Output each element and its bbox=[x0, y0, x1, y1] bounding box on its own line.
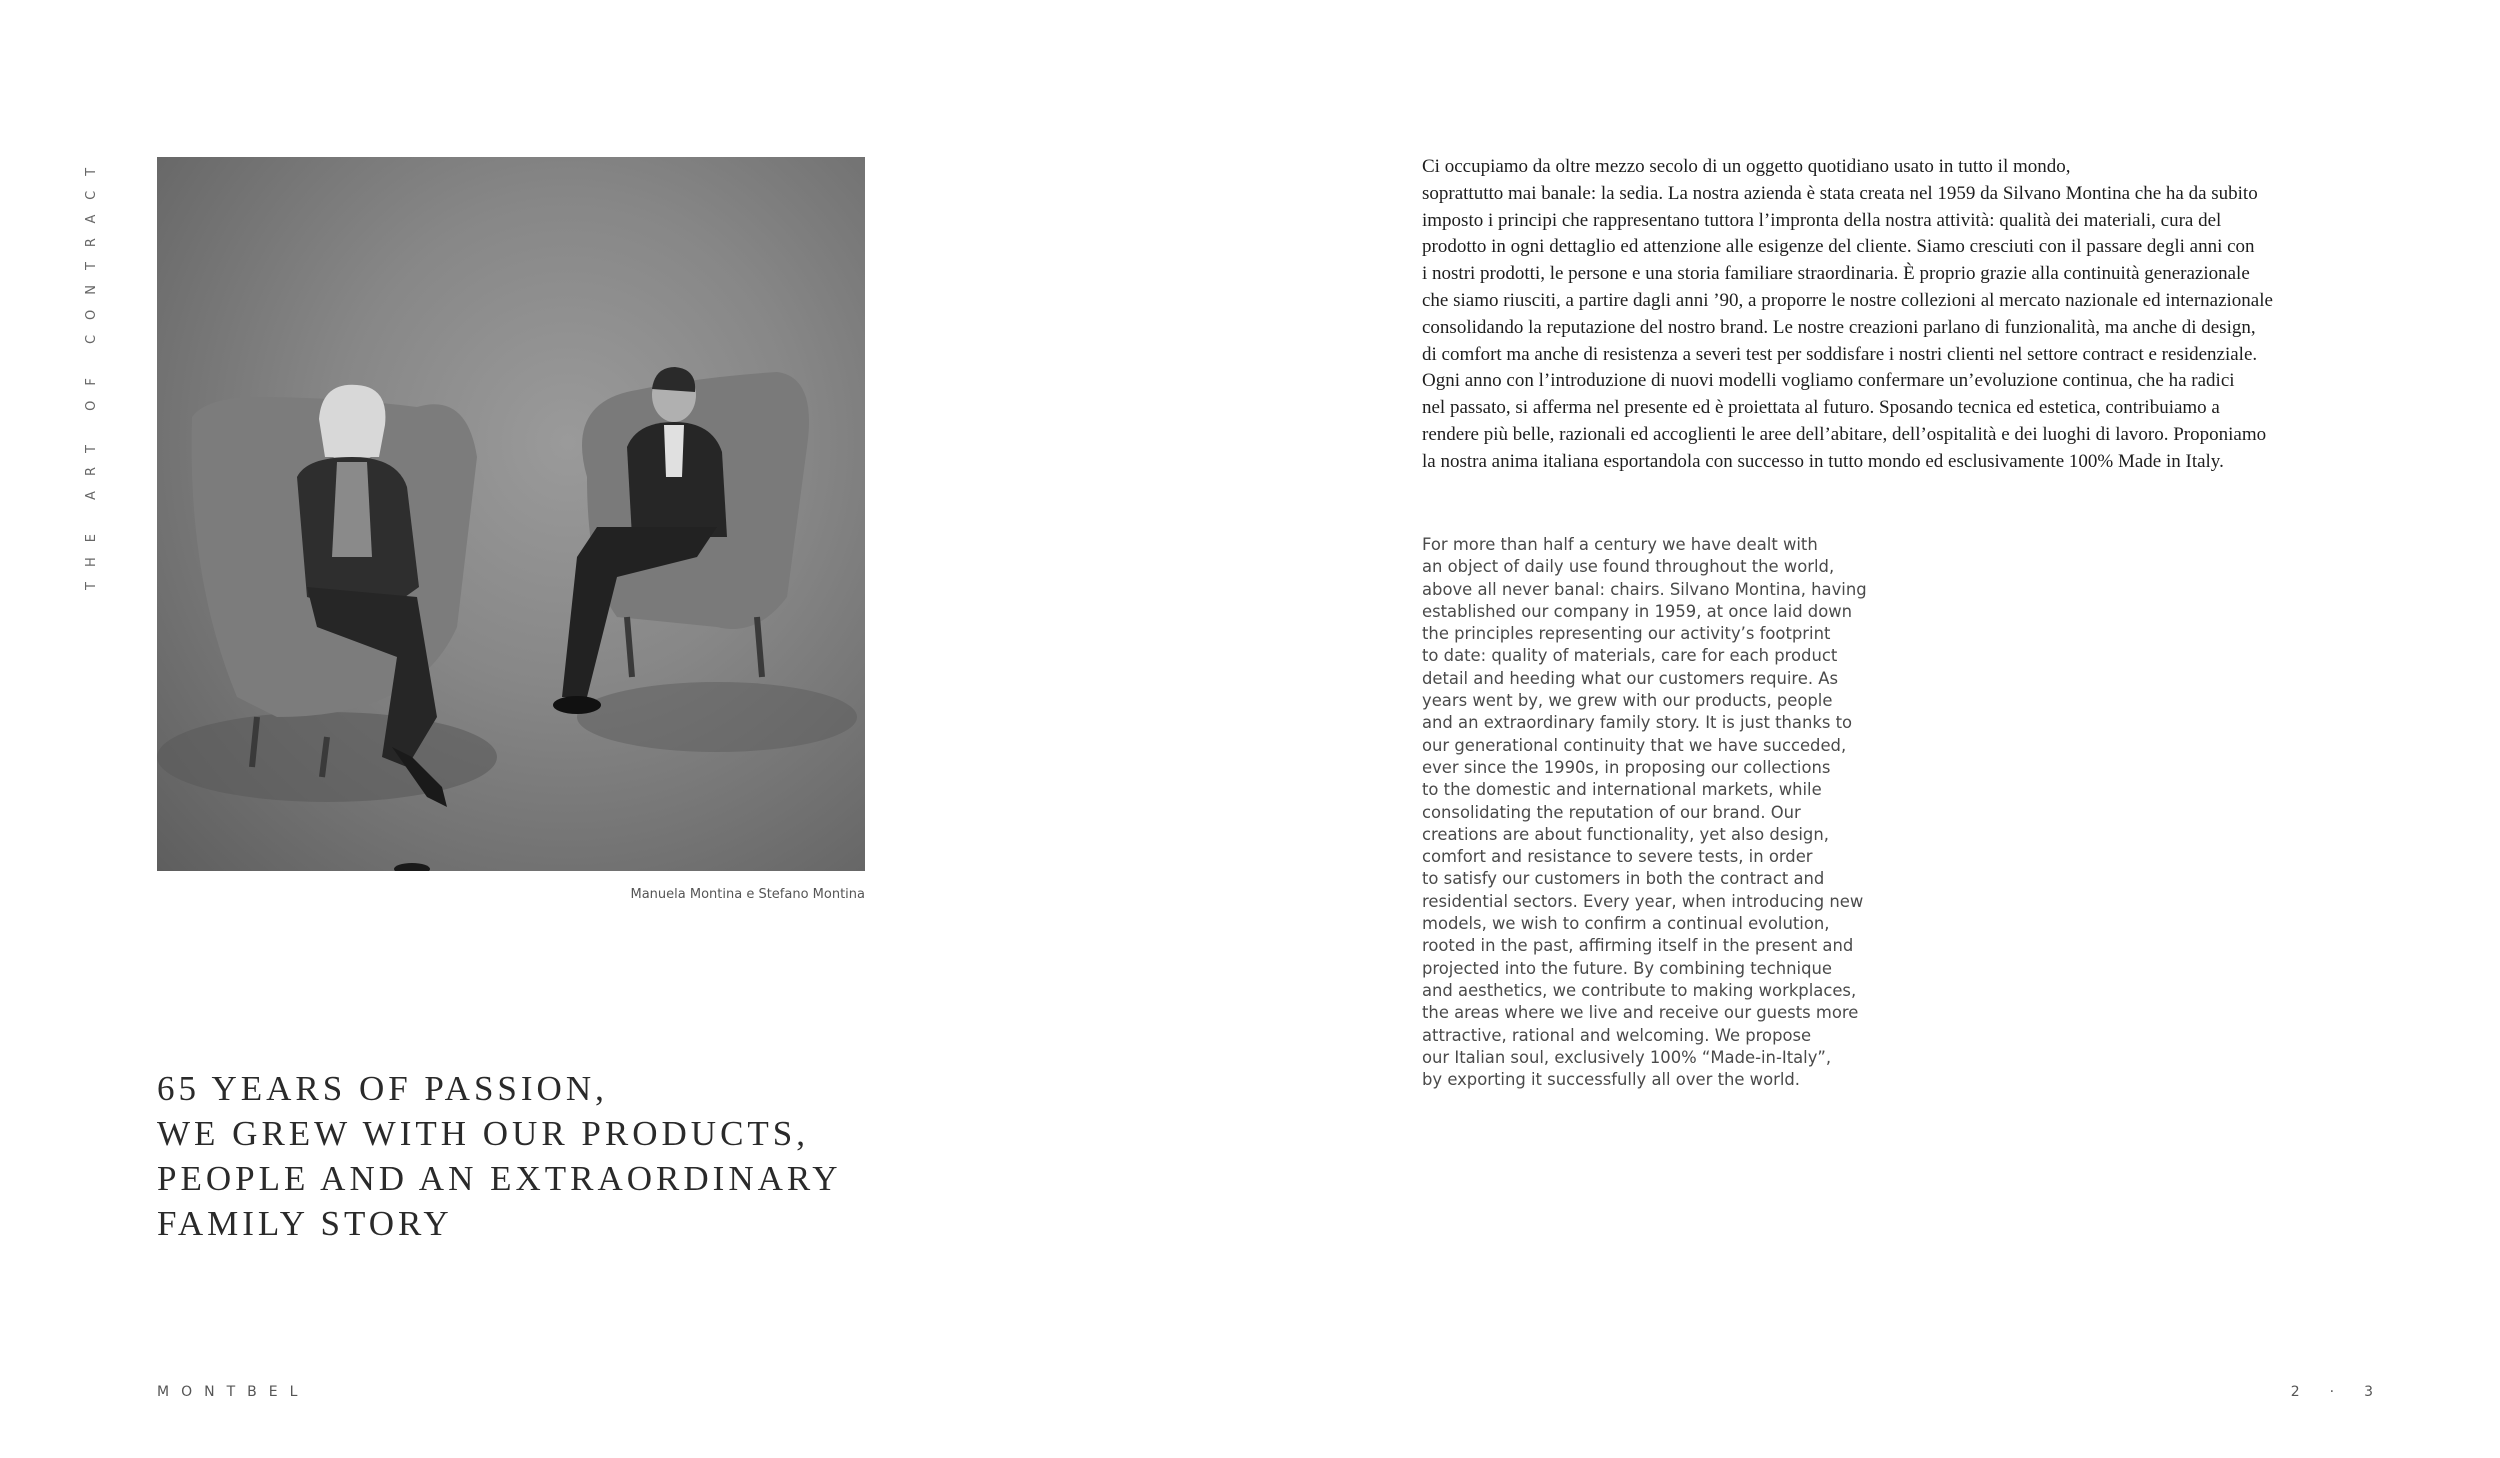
english-line: projected into the future. By combining technique bbox=[1422, 958, 1832, 978]
page-number-left: 2 bbox=[2290, 1384, 2300, 1400]
italian-line: Ci occupiamo da oltre mezzo secolo di un oggetto quotidiano usato in tutto il mondo, bbox=[1422, 156, 2071, 177]
english-line: rooted in the past, affirming itself in the present and bbox=[1422, 936, 1854, 956]
headline-line: 65 YEARS OF PASSION, bbox=[157, 1069, 608, 1108]
italian-line: la nostra anima italiana esportandola con successo in tutto mondo ed esclusivamente 100% Made in Italy. bbox=[1422, 450, 2224, 472]
english-line: an object of daily use found throughout the world, bbox=[1422, 557, 1835, 577]
english-line: ever since the 1990s, in proposing our collections bbox=[1422, 757, 1831, 777]
english-line: comfort and resistance to severe tests, in order bbox=[1422, 847, 1813, 867]
italian-line: nel passato, si afferma nel presente ed è proiettata al futuro. Sposando tecnica ed estetica, contribuiamo a bbox=[1422, 397, 2220, 419]
english-line: above all never banal: chairs. Silvano Montina, having bbox=[1422, 579, 1867, 599]
english-line: and an extraordinary family story. It is just thanks to bbox=[1422, 713, 1853, 733]
english-line: the principles representing our activity’s footprint bbox=[1422, 624, 1831, 644]
brand-wordmark: MONTBEL bbox=[157, 1384, 310, 1400]
english-line: creations are about functionality, yet also design, bbox=[1422, 824, 1829, 844]
italian-line: i nostri prodotti, le persone e una storia familiare straordinaria. È proprio grazie alla continuità generazionale bbox=[1422, 263, 2250, 285]
side-label: THE ART OF CONTRACT bbox=[83, 152, 99, 590]
english-line: models, we wish to confirm a continual evolution, bbox=[1422, 914, 1830, 934]
italian-line: soprattutto mai banale: la sedia. La nostra azienda è stata creata nel 1959 da Silvano Montina che ha da subito bbox=[1422, 182, 2258, 204]
headline-line: FAMILY STORY bbox=[157, 1204, 453, 1243]
italian-line: di comfort ma anche di resistenza a severi test per soddisfare i nostri clienti nel settore contract e residenziale. bbox=[1422, 343, 2258, 365]
page-numbers bbox=[2291, 1384, 2373, 1400]
photo-caption: Manuela Montina e Stefano Montina bbox=[630, 887, 865, 902]
page-separator: · bbox=[2329, 1384, 2335, 1400]
headline-line: WE GREW WITH OUR PRODUCTS, bbox=[157, 1114, 810, 1153]
italian-line: Ogni anno con l’introduzione di nuovi modelli vogliamo confermare un’evoluzione continua, che ha radici bbox=[1422, 370, 2235, 392]
english-line: attractive, rational and welcoming. We propose bbox=[1422, 1025, 1812, 1045]
english-line: to the domestic and international markets, while bbox=[1422, 780, 1822, 800]
english-line: the areas where we live and receive our guests more bbox=[1422, 1003, 1859, 1023]
italian-line: consolidando la reputazione del nostro brand. Le nostre creazioni parlano di funzionalità, ma anche di design, bbox=[1422, 316, 2256, 338]
headline-line: PEOPLE AND AN EXTRAORDINARY bbox=[157, 1159, 842, 1198]
english-line: established our company in 1959, at once laid down bbox=[1422, 601, 1853, 621]
english-line: For more than half a century we have dealt with bbox=[1422, 535, 1818, 554]
italian-line: che siamo riusciti, a partire dagli anni ’90, a proporre le nostre collezioni al mercato nazionale ed internazionale bbox=[1422, 289, 2273, 311]
english-line: residential sectors. Every year, when introducing new bbox=[1422, 891, 1864, 911]
english-line: consolidating the reputation of our brand. Our bbox=[1422, 802, 1801, 822]
english-line: our Italian soul, exclusively 100% “Made-in-Italy”, bbox=[1422, 1047, 1832, 1067]
italian-line: rendere più belle, razionali ed accoglienti le aree dell’abitare, dell’ospitalità e dei luoghi di lavoro. Proponiamo bbox=[1422, 423, 2267, 445]
english-line: to date: quality of materials, care for each product bbox=[1422, 646, 1838, 666]
italian-line: prodotto in ogni dettaglio ed attenzione alle esigenze del cliente. Siamo cresciuti con il passare degli anni con bbox=[1422, 236, 2255, 258]
headline bbox=[157, 1066, 917, 1246]
italian-paragraph bbox=[1422, 154, 2342, 476]
english-line: years went by, we grew with our products, people bbox=[1422, 691, 1833, 711]
english-line: detail and heeding what our customers require. As bbox=[1422, 668, 1839, 688]
english-line: by exporting it successfully all over the world. bbox=[1422, 1070, 1801, 1090]
portrait-photo bbox=[157, 157, 865, 871]
italian-line: imposto i principi che rappresentano tuttora l’impronta della nostra attività: qualità dei materiali, cura del bbox=[1422, 209, 2222, 231]
page-number-right: 3 bbox=[2364, 1384, 2373, 1400]
english-line: and aesthetics, we contribute to making workplaces, bbox=[1422, 980, 1857, 1000]
english-paragraph bbox=[1422, 534, 1902, 1091]
english-line: our generational continuity that we have succeded, bbox=[1422, 735, 1847, 755]
english-line: to satisfy our customers in both the contract and bbox=[1422, 869, 1825, 889]
